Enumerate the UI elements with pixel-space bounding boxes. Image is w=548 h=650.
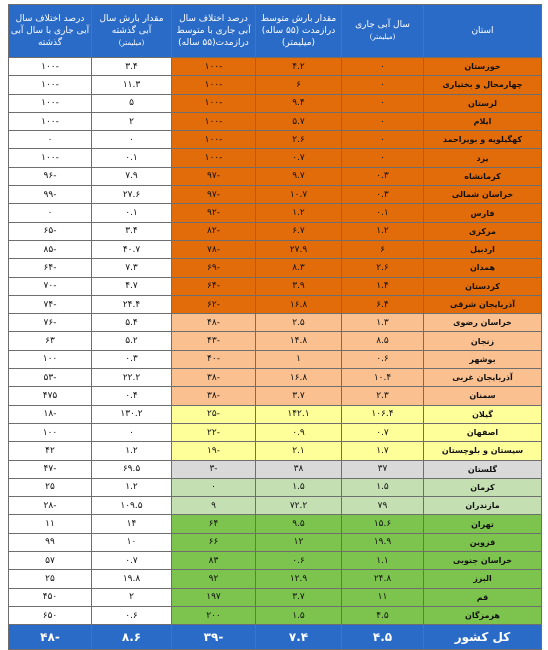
cell-diff-avg: -۴۳ xyxy=(172,332,256,350)
table-row xyxy=(9,314,542,332)
total-current: ۴.۵ xyxy=(342,625,424,650)
cell-current: ۱۰۶.۴ xyxy=(342,405,424,423)
cell-province: مازندران xyxy=(424,497,542,515)
cell-last: ۱۰۹.۵ xyxy=(92,497,172,515)
cell-last: ۰ xyxy=(92,423,172,441)
cell-current: ۰.۷ xyxy=(342,423,424,441)
cell-diff-avg: -۲۵ xyxy=(172,405,256,423)
cell-diff-last: -۸۵ xyxy=(9,240,92,258)
cell-current: ۰.۱ xyxy=(342,204,424,222)
cell-diff-avg: ۰ xyxy=(172,478,256,496)
cell-province: اردبیل xyxy=(424,240,542,258)
cell-province: آذربایجان شرقی xyxy=(424,295,542,313)
cell-diff-avg: ۶۴ xyxy=(172,515,256,533)
cell-current: ۲۴.۸ xyxy=(342,570,424,588)
cell-last: ۱۹.۸ xyxy=(92,570,172,588)
table-row xyxy=(9,149,542,167)
table-row xyxy=(9,405,542,423)
cell-diff-avg: -۴۰ xyxy=(172,350,256,368)
cell-avg: ۲.۱ xyxy=(256,442,342,460)
cell-diff-last: ۴۵۰ xyxy=(9,588,92,606)
cell-last: ۱۰ xyxy=(92,533,172,551)
table-row xyxy=(9,58,542,76)
cell-diff-last: ۴۷۵ xyxy=(9,387,92,405)
cell-last: ۰.۱ xyxy=(92,204,172,222)
cell-current: ۱.۱ xyxy=(342,552,424,570)
cell-last: ۱۳۰.۲ xyxy=(92,405,172,423)
cell-avg: ۴.۲ xyxy=(256,58,342,76)
table-row xyxy=(9,131,542,149)
table-row xyxy=(9,460,542,478)
cell-diff-avg: -۶۲ xyxy=(172,295,256,313)
header-province: استان xyxy=(424,5,542,58)
cell-province: هرمزگان xyxy=(424,606,542,624)
cell-province: خراسان رضوی xyxy=(424,314,542,332)
table-row xyxy=(9,332,542,350)
cell-avg: ۲.۶ xyxy=(256,131,342,149)
cell-diff-last: -۱۰۰ xyxy=(9,112,92,130)
table-row xyxy=(9,552,542,570)
cell-current: ۰.۶ xyxy=(342,350,424,368)
cell-avg: ۹.۴ xyxy=(256,94,342,112)
cell-last: ۱۱.۳ xyxy=(92,76,172,94)
cell-diff-avg: -۱۹ xyxy=(172,442,256,460)
cell-province: کردستان xyxy=(424,277,542,295)
cell-diff-last: ۴۲ xyxy=(9,442,92,460)
cell-last: ۲ xyxy=(92,112,172,130)
cell-last: ۲۴.۴ xyxy=(92,295,172,313)
cell-last: ۰.۱ xyxy=(92,149,172,167)
cell-province: آذربایجان غربی xyxy=(424,369,542,387)
cell-diff-last: -۱۰۰ xyxy=(9,76,92,94)
cell-avg: ۸.۳ xyxy=(256,259,342,277)
cell-diff-last: -۹۹ xyxy=(9,186,92,204)
cell-current: ۱.۵ xyxy=(342,478,424,496)
cell-last: ۰.۶ xyxy=(92,606,172,624)
cell-province: البرز xyxy=(424,570,542,588)
cell-diff-last: ۵۷ xyxy=(9,552,92,570)
cell-diff-last: -۱۰۰ xyxy=(9,58,92,76)
cell-diff-avg: ۱۹۷ xyxy=(172,588,256,606)
cell-diff-avg: -۱۰۰ xyxy=(172,112,256,130)
cell-diff-last: ۲۵ xyxy=(9,478,92,496)
cell-diff-avg: -۱۰۰ xyxy=(172,94,256,112)
cell-avg: ۳۸ xyxy=(256,460,342,478)
cell-avg: ۶.۷ xyxy=(256,222,342,240)
cell-province: چهارمحال و بختیاری xyxy=(424,76,542,94)
cell-avg: ۱.۵ xyxy=(256,606,342,624)
cell-avg: ۲۷.۹ xyxy=(256,240,342,258)
table-row xyxy=(9,204,542,222)
cell-avg: ۷۲.۲ xyxy=(256,497,342,515)
cell-last: ۰.۷ xyxy=(92,552,172,570)
cell-diff-last: -۷۴ xyxy=(9,295,92,313)
table-row xyxy=(9,515,542,533)
cell-current: ۳۷ xyxy=(342,460,424,478)
cell-diff-last: -۵۳ xyxy=(9,369,92,387)
cell-diff-last: -۱۸ xyxy=(9,405,92,423)
cell-avg: ۹.۵ xyxy=(256,515,342,533)
table-row xyxy=(9,222,542,240)
cell-avg: ۹.۷ xyxy=(256,167,342,185)
cell-current: ۷۹ xyxy=(342,497,424,515)
total-row xyxy=(9,625,542,650)
cell-province: خراسان جنوبی xyxy=(424,552,542,570)
table-row xyxy=(9,186,542,204)
cell-last: ۳.۴ xyxy=(92,58,172,76)
cell-last: ۵.۲ xyxy=(92,332,172,350)
cell-province: گلستان xyxy=(424,460,542,478)
cell-province: همدان xyxy=(424,259,542,277)
header-current-rain: سال آبی جاری (میلیمتر) xyxy=(342,5,424,58)
table-row xyxy=(9,76,542,94)
cell-province: کرمان xyxy=(424,478,542,496)
cell-diff-last: -۱۰۰ xyxy=(9,94,92,112)
cell-last: ۲ xyxy=(92,588,172,606)
cell-avg: ۶ xyxy=(256,76,342,94)
cell-province: فارس xyxy=(424,204,542,222)
cell-last: ۴.۷ xyxy=(92,277,172,295)
cell-province: بوشهر xyxy=(424,350,542,368)
cell-diff-last: -۶۴ xyxy=(9,259,92,277)
cell-current: ۱۹.۹ xyxy=(342,533,424,551)
table-row xyxy=(9,277,542,295)
cell-province: یزد xyxy=(424,149,542,167)
cell-last: ۷.۹ xyxy=(92,167,172,185)
cell-province: قم xyxy=(424,588,542,606)
cell-diff-avg: ۲۰۰ xyxy=(172,606,256,624)
table-row xyxy=(9,423,542,441)
cell-diff-last: -۱۰۰ xyxy=(9,149,92,167)
cell-province: مرکزی xyxy=(424,222,542,240)
cell-diff-last: -۴۷ xyxy=(9,460,92,478)
cell-diff-avg: -۷۸ xyxy=(172,240,256,258)
cell-diff-last: ۰ xyxy=(9,204,92,222)
cell-current: ۱.۳ xyxy=(342,314,424,332)
cell-province: قزوین xyxy=(424,533,542,551)
table-row xyxy=(9,240,542,258)
cell-diff-last: ۹۹ xyxy=(9,533,92,551)
cell-diff-avg: ۶۶ xyxy=(172,533,256,551)
cell-current: ۱.۴ xyxy=(342,277,424,295)
cell-avg: ۱۰.۷ xyxy=(256,186,342,204)
cell-diff-last: ۰ xyxy=(9,131,92,149)
table-row xyxy=(9,387,542,405)
cell-diff-avg: -۹۲ xyxy=(172,204,256,222)
cell-diff-last: ۱۰۰ xyxy=(9,423,92,441)
total-avg: ۷.۴ xyxy=(256,625,342,650)
table-row xyxy=(9,295,542,313)
cell-last: ۶۹.۵ xyxy=(92,460,172,478)
cell-avg: ۱.۲ xyxy=(256,204,342,222)
cell-current: ۶.۴ xyxy=(342,295,424,313)
table-row xyxy=(9,350,542,368)
table-row xyxy=(9,588,542,606)
table-row xyxy=(9,259,542,277)
cell-province: سمنان xyxy=(424,387,542,405)
cell-last: ۷.۳ xyxy=(92,259,172,277)
cell-diff-avg: -۱۰۰ xyxy=(172,131,256,149)
cell-current: ۲.۶ xyxy=(342,259,424,277)
cell-current: ۶ xyxy=(342,240,424,258)
cell-province: خراسان شمالی xyxy=(424,186,542,204)
header-last-year-rain: مقدار بارش سال آبی گذشته (میلیمتر) xyxy=(92,5,172,58)
cell-current: ۱۵.۶ xyxy=(342,515,424,533)
cell-current: ۰ xyxy=(342,58,424,76)
cell-diff-avg: -۱۰۰ xyxy=(172,76,256,94)
total-diff-last: -۴۸ xyxy=(9,625,92,650)
cell-current: ۱.۲ xyxy=(342,222,424,240)
cell-avg: ۱ xyxy=(256,350,342,368)
cell-diff-avg: -۴۸ xyxy=(172,314,256,332)
cell-last: ۱.۲ xyxy=(92,478,172,496)
table-row xyxy=(9,497,542,515)
cell-avg: ۱۴.۸ xyxy=(256,332,342,350)
cell-diff-last: -۹۶ xyxy=(9,167,92,185)
cell-last: ۰.۳ xyxy=(92,350,172,368)
cell-diff-last: -۲۸ xyxy=(9,497,92,515)
cell-diff-avg: -۶۹ xyxy=(172,259,256,277)
table-row xyxy=(9,369,542,387)
cell-diff-avg: ۹۲ xyxy=(172,570,256,588)
cell-last: ۴۰.۷ xyxy=(92,240,172,258)
cell-last: ۱.۲ xyxy=(92,442,172,460)
cell-diff-last: ۱۱ xyxy=(9,515,92,533)
cell-last: ۳.۴ xyxy=(92,222,172,240)
cell-avg: ۱۶.۸ xyxy=(256,295,342,313)
cell-province: کرمانشاه xyxy=(424,167,542,185)
cell-avg: ۳.۷ xyxy=(256,387,342,405)
cell-current: ۰ xyxy=(342,149,424,167)
cell-diff-last: ۱۰۰ xyxy=(9,350,92,368)
cell-current: ۴.۵ xyxy=(342,606,424,624)
cell-avg: ۵.۷ xyxy=(256,112,342,130)
total-diff-avg: -۳۹ xyxy=(172,625,256,650)
cell-current: ۰ xyxy=(342,94,424,112)
cell-diff-avg: -۳۸ xyxy=(172,387,256,405)
cell-diff-avg: -۱۰۰ xyxy=(172,58,256,76)
table-row xyxy=(9,478,542,496)
cell-province: کهگیلویه و بویراحمد xyxy=(424,131,542,149)
cell-current: ۱۱ xyxy=(342,588,424,606)
cell-diff-avg: ۹ xyxy=(172,497,256,515)
cell-current: ۰ xyxy=(342,76,424,94)
cell-last: ۰.۴ xyxy=(92,387,172,405)
rainfall-table xyxy=(8,4,542,650)
cell-current: ۰.۳ xyxy=(342,167,424,185)
header-diff-last: درصد اختلاف سال آبی جاری با سال آبی گذشته xyxy=(9,5,92,58)
cell-diff-last: ۶۳ xyxy=(9,332,92,350)
cell-diff-avg: -۳ xyxy=(172,460,256,478)
cell-diff-avg: -۸۲ xyxy=(172,222,256,240)
table-header-row xyxy=(9,5,542,58)
table-row xyxy=(9,570,542,588)
cell-last: ۱۴ xyxy=(92,515,172,533)
cell-diff-avg: -۲۲ xyxy=(172,423,256,441)
cell-diff-last: -۷۶ xyxy=(9,314,92,332)
cell-avg: ۳.۹ xyxy=(256,277,342,295)
cell-province: اصفهان xyxy=(424,423,542,441)
cell-avg: ۳.۷ xyxy=(256,588,342,606)
table-row xyxy=(9,94,542,112)
cell-avg: ۱۴۲.۱ xyxy=(256,405,342,423)
cell-avg: ۱۶.۸ xyxy=(256,369,342,387)
cell-current: ۱.۷ xyxy=(342,442,424,460)
header-diff-avg: درصد اختلاف سال آبی جاری با متوسط درازمدت(۵۵ ساله) xyxy=(172,5,256,58)
cell-province: زنجان xyxy=(424,332,542,350)
cell-last: ۵.۴ xyxy=(92,314,172,332)
table-row xyxy=(9,442,542,460)
cell-diff-last: ۶۵۰ xyxy=(9,606,92,624)
cell-last: ۵ xyxy=(92,94,172,112)
cell-current: ۰ xyxy=(342,112,424,130)
cell-diff-avg: -۹۷ xyxy=(172,186,256,204)
cell-last: ۰ xyxy=(92,131,172,149)
table-row xyxy=(9,112,542,130)
cell-current: ۰ xyxy=(342,131,424,149)
cell-avg: ۱۲ xyxy=(256,533,342,551)
cell-diff-avg: ۸۳ xyxy=(172,552,256,570)
cell-current: ۸.۵ xyxy=(342,332,424,350)
cell-diff-avg: -۹۷ xyxy=(172,167,256,185)
table-row xyxy=(9,606,542,624)
rainfall-table-container xyxy=(8,4,541,650)
header-avg-rain: مقدار بارش متوسط درازمدت (۵۵ ساله) (میلیمتر) xyxy=(256,5,342,58)
cell-avg: ۰.۶ xyxy=(256,552,342,570)
cell-avg: ۲.۵ xyxy=(256,314,342,332)
cell-province: سیستان و بلوچستان xyxy=(424,442,542,460)
cell-last: ۲۲.۲ xyxy=(92,369,172,387)
cell-province: تهران xyxy=(424,515,542,533)
table-row xyxy=(9,533,542,551)
cell-avg: ۰.۷ xyxy=(256,149,342,167)
total-last: ۸.۶ xyxy=(92,625,172,650)
cell-diff-last: ۲۵ xyxy=(9,570,92,588)
cell-province: خوزستان xyxy=(424,58,542,76)
cell-diff-last: -۶۵ xyxy=(9,222,92,240)
cell-last: ۲۷.۶ xyxy=(92,186,172,204)
cell-current: ۱۰.۴ xyxy=(342,369,424,387)
cell-province: لرستان xyxy=(424,94,542,112)
cell-province: گیلان xyxy=(424,405,542,423)
cell-diff-avg: -۶۴ xyxy=(172,277,256,295)
cell-avg: ۱.۵ xyxy=(256,478,342,496)
cell-province: ایلام xyxy=(424,112,542,130)
cell-current: ۲.۳ xyxy=(342,387,424,405)
cell-current: ۰.۳ xyxy=(342,186,424,204)
cell-avg: ۰.۹ xyxy=(256,423,342,441)
cell-diff-avg: -۱۰۰ xyxy=(172,149,256,167)
table-row xyxy=(9,167,542,185)
total-province: کل کشور xyxy=(424,625,542,650)
cell-avg: ۱۲.۹ xyxy=(256,570,342,588)
cell-diff-last: -۷۰ xyxy=(9,277,92,295)
cell-diff-avg: -۳۸ xyxy=(172,369,256,387)
